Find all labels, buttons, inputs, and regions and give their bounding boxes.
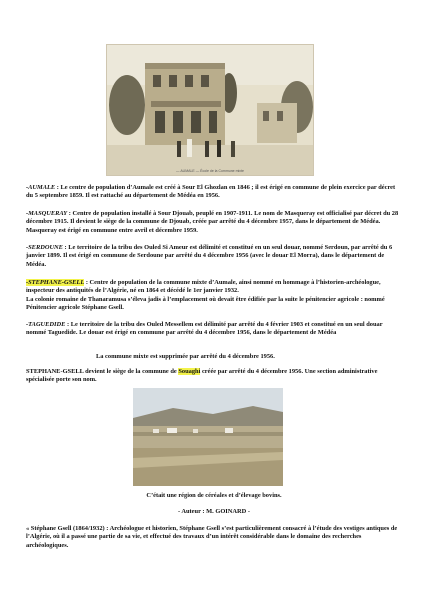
gsell-seat-prefix: STEPHANE-GSELL devient le siège de la commune de (26, 368, 179, 375)
landscape-illustration (133, 388, 283, 486)
term-aumale: -AUMALE (26, 184, 56, 191)
commune-mixte-note: La commune mixte est supprimée par arrêté du 4 décembre 1956. (96, 353, 275, 360)
term-masqueray: -MASQUERAY (26, 210, 68, 217)
term-stephane-gsell: -STEPHANE-GSELL (26, 279, 85, 286)
paragraph-stephane-gsell (26, 279, 402, 313)
paragraph-taguedide (26, 321, 402, 338)
postcard-illustration (107, 45, 313, 175)
text-aumale: : Le centre de population d’Aumale est créé à Sour El Ghozlan en 1846 ; il est érigé en commune de plein exercice par décret du 5 septembre 1859. Il est rattaché au département de Médéa en 1956. (26, 184, 396, 200)
postcard-caption: — AUMALE — École de la Commune mixte (176, 169, 244, 173)
landscape-photo (133, 388, 283, 486)
text-taguedide: : Le territoire de la tribu des Ouled Messellem est délimité par arrêté du 4 février 1903 et constitué en un seul douar nommé Taguedide. Le douar est érigé en commune par arrêté du 4 décembre 1956, dans le département de Médéa (26, 321, 383, 337)
gsell-seat-suffix: créée par arrêté du 4 décembre 1956. Une section administrative spécialisée porte son nom. (26, 368, 378, 384)
term-serdoune: -SERDOUNE (26, 244, 63, 251)
postcard-photo (106, 44, 314, 176)
text-stephane-gsell-1: : Centre de population de la commune mixte d’Aumale, ainsi nommé en hommage à l’historien-archéologue, inspecteur des antiquités de l’Algérie, né en 1864 et décédé le 1er janvier 1932. (26, 279, 381, 295)
author-line: - Auteur : M. GOINARD - (178, 508, 250, 515)
gsell-seat-place: Souaghi (178, 368, 201, 375)
term-taguedide: -TAGUEDIDE (26, 321, 66, 328)
text-stephane-gsell-2: La colonie romaine de Thanaramusa s’éleva jadis à l’emplacement où devait être édifiée par la suite le pénitencier agricole : nommé Pénitencier agricole Stéphane Gsell. (26, 295, 385, 312)
paragraph-aumale (26, 184, 402, 201)
text-masqueray: : Centre de population installé à Sour Djouab, peuplé en 1907-1911. Le nom de Masqueray est officialisé par décret du 28 décembre 1915. Il devient le siège de la commune de Djouab, créée par arrêté du 4 décembre 1957, dans le département de Médéa. Masqueray est érigé en commune entre avril et décembre 1959. (26, 210, 399, 234)
paragraph-serdoune (26, 244, 402, 269)
text-serdoune: : Le territoire de la tribu des Ouled Si Ameur est délimité et constitué en un seul douar, nommé Serdoun, par arrêté du 6 janvier 1899. Il est érigé en commune de Serdoune par arrêté du 4 décembre 1956 (avec le douar El Morra), dans le département de Médéa. (26, 244, 393, 268)
paragraph-gsell-seat (26, 368, 402, 385)
region-caption: C’était une région de céréales et d’élevage bovins. (146, 492, 282, 499)
paragraph-masqueray (26, 210, 402, 235)
footnote-stephane-gsell: « Stéphane Gsell (1864/1932) : Archéologue et historien, Stéphane Gsell s’est particulièrement consacré à l’étude des vestiges antiques de l’Algérie, où il a passé une partie de sa vie, et effectué des travaux d’un intérêt considérable dans le domaine des recherches archéologiques. (26, 525, 398, 549)
